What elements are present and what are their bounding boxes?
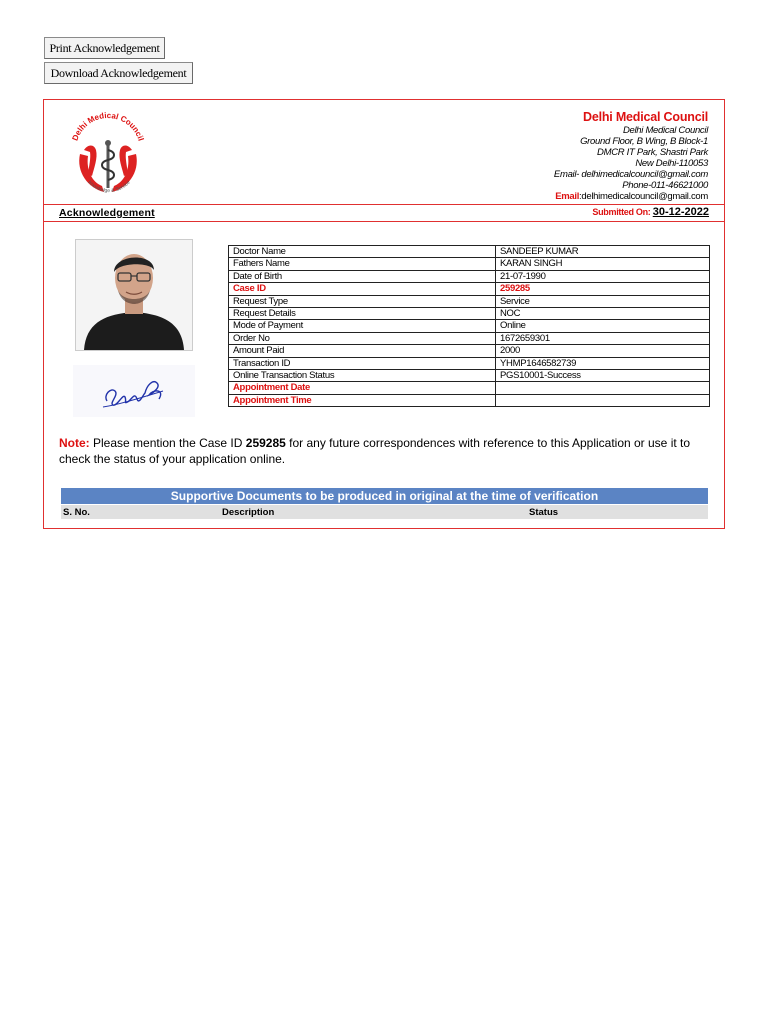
acknowledgement-divider [44,221,724,222]
details-label: Amount Paid [229,345,496,357]
council-logo [58,110,158,200]
details-value [496,394,710,406]
details-row [229,270,710,282]
print-acknowledgement-button[interactable]: Print Acknowledgement [44,37,165,59]
acknowledgement-card [43,99,725,529]
email-label: Email [555,191,580,202]
details-label: Fathers Name [229,258,496,270]
address-line-2: Ground Floor, B Wing, B Block-1 [580,136,708,147]
council-name: Delhi Medical Council [583,110,708,124]
details-label: Date of Birth [229,270,496,282]
acknowledgement-title: Acknowledgement [59,207,155,219]
details-row [229,308,710,320]
details-row [229,258,710,270]
details-row [229,370,710,382]
supportive-documents-heading: Supportive Documents to be produced in original at the time of verification [61,488,708,504]
details-label: Online Transaction Status [229,370,496,382]
logo-motto: Knowledge & Service [86,179,132,195]
address-line-4: New Delhi-110053 [635,158,708,169]
col-sno: S. No. [63,507,90,518]
note-label: Note: [59,436,90,450]
acknowledgement-bar [59,206,709,220]
details-row [229,320,710,332]
details-value: Online [496,320,710,332]
details-label: Mode of Payment [229,320,496,332]
details-label: Request Details [229,308,496,320]
details-row [229,382,710,394]
details-label: Case ID [229,283,496,295]
applicant-signature [73,365,195,417]
details-label: Appointment Time [229,394,496,406]
details-value: NOC [496,308,710,320]
details-row [229,295,710,307]
details-row [229,246,710,258]
svg-text:Delhi Medical Council [71,111,146,142]
details-label: Order No [229,332,496,344]
council-address [554,109,708,202]
details-label: Doctor Name [229,246,496,258]
col-status: Status [529,507,559,518]
address-line-3: DMCR IT Park, Shastri Park [597,147,708,158]
application-details-table [228,245,710,407]
address-line-1: Delhi Medical Council [622,125,708,136]
details-row [229,345,710,357]
details-value: YHMP1646582739 [496,357,710,369]
download-acknowledgement-button[interactable]: Download Acknowledgement [44,62,193,84]
note-text-after: for any future correspondences with reference to this Application or use it to check the status of your application online. [59,436,691,466]
applicant-photo [75,239,193,351]
submitted-label: Submitted On: [592,207,651,217]
col-description: Description [222,507,275,518]
details-value: 1672659301 [496,332,710,344]
details-row [229,332,710,344]
details-label: Transaction ID [229,357,496,369]
details-value: 21-07-1990 [496,270,710,282]
details-row [229,283,710,295]
details-row [229,394,710,406]
details-label: Request Type [229,295,496,307]
phone-line: Phone-011-46621000 [622,180,708,191]
note-text-before: Please mention the Case ID [89,436,246,450]
case-id-note [59,436,709,467]
details-value: SANDEEP KUMAR [496,246,710,258]
documents-table-header [61,505,708,519]
email-contact [554,191,708,202]
email-value: :delhimedicalcouncil@gmail.com [579,191,708,202]
details-value: PGS10001-Success [496,370,710,382]
submitted-date: 30-12-2022 [652,206,709,218]
submitted-on [592,206,709,218]
details-value: KARAN SINGH [496,258,710,270]
details-value: 259285 [496,283,710,295]
details-row [229,357,710,369]
note-case-id: 259285 [245,436,286,450]
header-divider [44,204,724,205]
details-value: 2000 [496,345,710,357]
logo-title: Delhi Medical Council [70,110,146,143]
details-value: Service [496,295,710,307]
email-line: Email- delhimedicalcouncil@gmail.com [553,169,708,180]
details-label: Appointment Date [229,382,496,394]
details-value [496,382,710,394]
